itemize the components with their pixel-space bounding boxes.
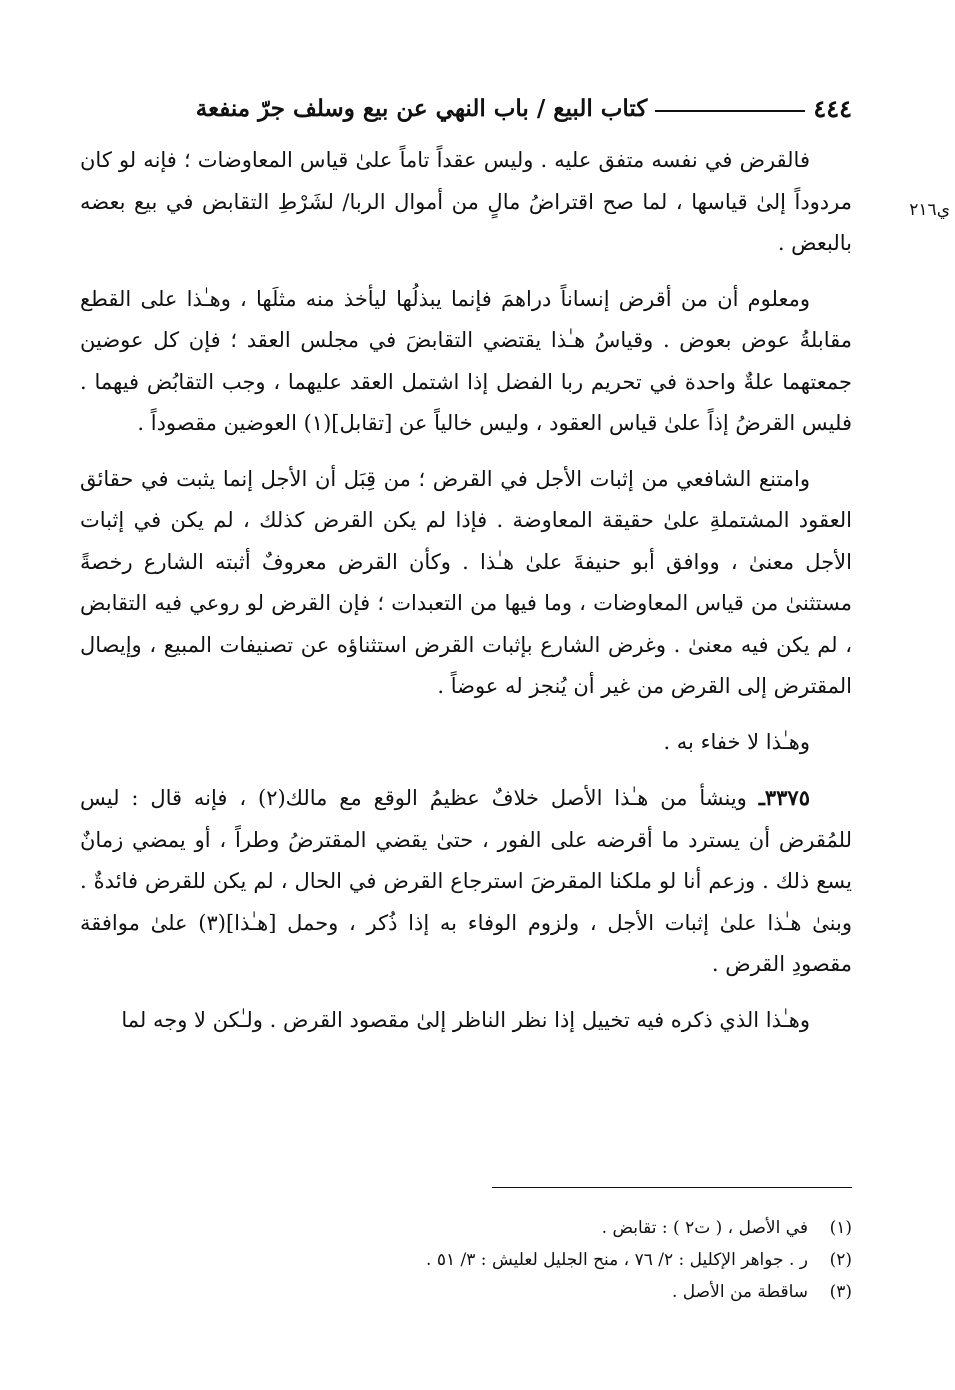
footnote xyxy=(80,1212,852,1244)
footnote-text: ر . جواهر الإكليل : ٢/ ٧٦ ، منح الجليل لعليش : ٣/ ٥١ . xyxy=(426,1250,808,1270)
footnote-number: (٣) xyxy=(829,1282,852,1302)
running-title: كتاب البيع / باب النهي عن بيع وسلف جرّ منفعة xyxy=(195,94,648,122)
paragraph: وهـٰذا الذي ذكره فيه تخييل إذا نظر الناظر إلىٰ مقصود القرض . ولـٰكن لا وجه لما xyxy=(121,1007,810,1032)
footnote-number: (٢) xyxy=(829,1250,852,1270)
main-text xyxy=(80,140,852,1055)
paragraph-issue xyxy=(80,777,852,986)
header-rule xyxy=(655,110,805,112)
paragraph: وامتنع الشافعي من إثبات الأجل في القرض ؛ من قِبَل أن الأجل إنما يثبت في حقائق العقود المشتملةِ علىٰ حقيقة المعاوضة . فإذا لم يكن القرض كذلك ، لم يكن في إثبات الأجل معنىٰ ، ووافق أبو حنيفةَ علىٰ هـٰذا . وكأن القرض معروفٌ أثبته الشارع رخصةً مستثنىٰ من قياس المعاوضات ، وما فيها من التعبدات ؛ فإن القرض لو روعي فيه التقابض ، لم يكن فيه معنىٰ . وغرض الشارع بإثبات القرض استثناؤه عن تصنيفات المبيع ، وإيصال المقترض إلى القرض من غير أن يُنجز له عوضاً . xyxy=(80,466,852,698)
footnote-text: ساقطة من الأصل . xyxy=(672,1282,808,1302)
footnote xyxy=(80,1244,852,1276)
footnote-separator xyxy=(492,1187,852,1188)
footnote-number: (١) xyxy=(829,1218,852,1238)
page-number: ٤٤٤ xyxy=(813,93,852,123)
issue-number: ٣٣٧٥ـ xyxy=(758,785,810,810)
paragraph: ومعلوم أن من أقرض إنساناً دراهمَ فإنما يبذلُها ليأخذ منه مثلَها ، وهـٰذا على القطع مقابلةُ عوض بعوض . وقياسُ هـٰذا يقتضي التقابضَ في مجلس العقد ؛ فإن كل عوضين جمعتهما علةٌ واحدة في تحريم ربا الفضل إذا اشتمل العقد عليهما ، وجب التقابُض فيهما . فليس القرضُ إذاً علىٰ قياس العقود ، وليس خالياً عن [تقابل](١) العوضين مقصوداً . xyxy=(80,286,852,435)
footnote xyxy=(80,1276,852,1308)
footnotes xyxy=(80,1212,852,1308)
page-header xyxy=(80,88,852,128)
footnote-text: في الأصل ، ( ت٢ ) : تقابض . xyxy=(601,1218,808,1238)
paragraph: وهـٰذا لا خفاء به . xyxy=(663,729,810,754)
paragraph-text: وينشأ من هـٰذا الأصل خلافٌ عظيمُ الوقع مع مالك(٢) ، فإنه قال : ليس للمُقرض أن يسترد ما أقرضه على الفور ، حتىٰ يقضي المقترضُ وطراً ، أو يمضي زمانٌ يسع ذلك . وزعم أنا لو ملكنا المقرضَ استرجاع القرض في الحال ، لم يكن للقرض فائدةٌ . وبنىٰ هـٰذا علىٰ إثبات الأجل ، ولزوم الوفاء به إذا ذُكر ، وحمل [هـٰذا](٣) علىٰ موافقة مقصودِ القرض . xyxy=(80,786,852,976)
paragraph: فالقرض في نفسه متفق عليه . وليس عقداً تاماً علىٰ قياس المعاوضات ؛ فإنه لو كان مردوداً إلىٰ قياسها ، لما صح اقتراضُ مالٍ من أموال الربا/ لشَرْطِ التقابض في بيع بعضه بالبعض . xyxy=(80,148,852,255)
margin-folio-note: ي٢١٦ xyxy=(909,200,950,220)
